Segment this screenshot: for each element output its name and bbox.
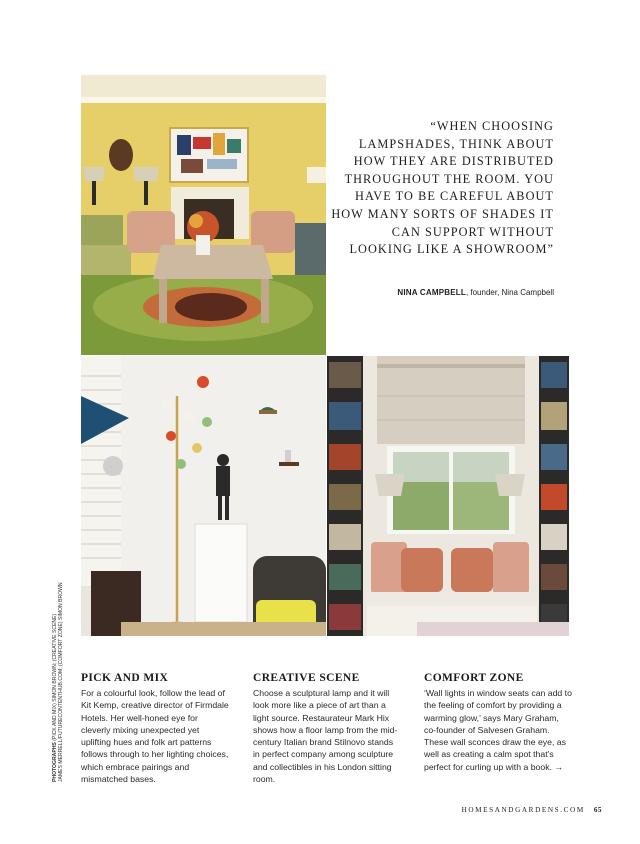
floor-lamp-photo [81,356,326,636]
page-footer [462,806,602,814]
section-body: Choose a sculptural lamp and it will look more like a piece of art than a light source. Restaurateur Mark Hix shows how a floor lamp from the mid-century Italian brand Stilnovo stands in perfect company among sculpture and collectibles in his London sitting room. [253,688,398,785]
quote-attribution [330,288,554,297]
photo-credits [52,567,65,782]
window-seat-photo [327,356,569,636]
section-body: For a colourful look, follow the lead of Kit Kemp, creative director of Firmdale Hotels. Her well-honed eye for cleverly mixing unexpected yet uplifting hues and folk art patterns follows through to her lighting choices, which embrace pairings and mismatched bases. [81,688,229,785]
page-number: 65 [593,806,602,814]
credits-label: PHOTOGRAPHS [52,742,58,782]
credits-line-2: JAMES MERRELL/FUTURECONTENTHUB.COM; (COMFORT ZONE) SIMON BROWN [58,582,65,782]
pull-quote: “WHEN CHOOSING LAMPSHADES, THINK ABOUT HOW THEY ARE DISTRIBUTED THROUGHOUT THE ROOM. YOU HAVE TO BE CAREFUL ABOUT HOW MANY SORTS OF SHADES IT CAN SUPPORT WITHOUT LOOKING LIKE A SHOWROOM” [331,119,554,257]
quote-author-role: , founder, Nina Campbell [465,288,554,297]
section-heading: CREATIVE SCENE [253,672,360,684]
credits-line-1: (PICK AND MIX) SIMON BROWN; (CREATIVE SCENE) [52,613,58,743]
living-room-photo [81,75,326,355]
section-pick-and-mix [81,672,229,785]
footer-website: HOMESANDGARDENS.COM [461,806,585,814]
section-body: ‘Wall lights in window seats can add to the feeling of comfort by providing a warming glow,’ says Mary Graham, co-founder of Salvesen Graham. These wall sconces draw the eye, as well as creating a calm spot that’s perfect for curling up with a book. → [424,688,572,772]
section-heading: COMFORT ZONE [424,672,524,684]
section-comfort-zone [424,672,572,773]
section-creative-scene [253,672,401,785]
section-heading: PICK AND MIX [81,672,169,684]
quote-author: NINA CAMPBELL [397,288,466,297]
